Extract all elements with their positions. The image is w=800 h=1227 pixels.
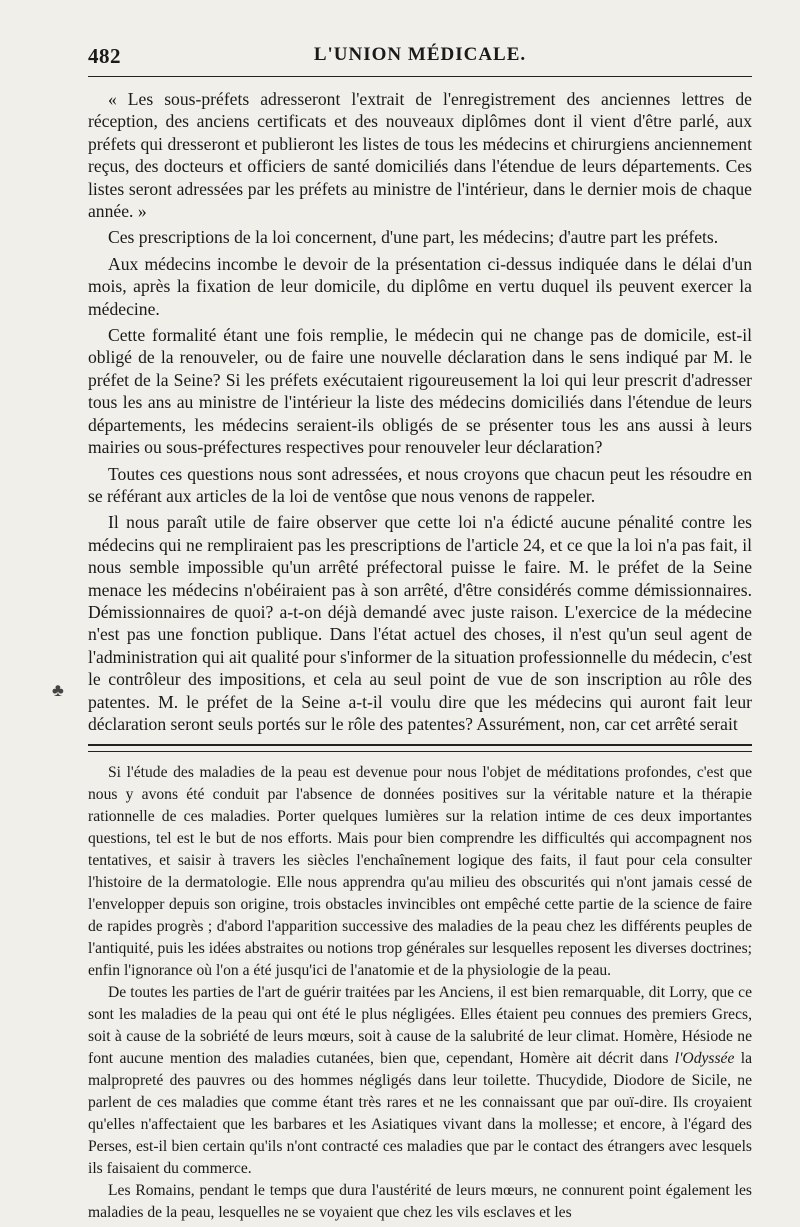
- page-header: [88, 42, 752, 70]
- feuilleton-column: [88, 762, 752, 1224]
- work-title: l'Odyssée: [674, 1050, 735, 1067]
- body-paragraph: Il nous paraît utile de faire observer que cette loi n'a édicté aucune pénalité contre les médecins qui ne rempliraient pas les prescriptions de l'article 24, et ce que la loi n'a pas fait, il nous semble impossible qu'un arrêté préfectoral puisse le faire. M. le préfet de la Seine menace les médecins n'obéiraient pas à son arrêté, d'être considérés comme démissionnaires. Démissionnaires de quoi? a-t-on déjà demandé avec juste raison. L'exercice de la médecine n'est pas une fonction publique. Dans l'état actuel des choses, il n'est qu'un seul agent de l'administration qui ait qualité pour s'informer de la situation professionnelle du médecin, c'est le contrôleur des impositions, et cela au seul point de vue de son inscription au rôle des patentes. M. le préfet de la Seine a-t-il voulu dire que les médecins qui auront fait leur déclaration seront seuls portés sur le rôle des patentes? Assurément, non, car cet arrêté serait: [88, 512, 752, 734]
- page-number: 482: [88, 44, 121, 68]
- body-paragraph: Aux médecins incombe le devoir de la présentation ci-dessus indiquée dans le délai d'un mois, après la fixation de leur domicile, du diplôme en vertu duquel ils peuvent exercer la médecine.: [88, 253, 752, 319]
- running-title: L'UNION MÉDICALE.: [313, 44, 527, 65]
- header-rule: [88, 76, 752, 77]
- body-paragraph: Ces prescriptions de la loi concernent, d'une part, les médecins; d'autre part les préfets.: [108, 227, 719, 248]
- feuilleton-paragraph: Les Romains, pendant le temps que dura l'austérité de leurs mœurs, ne connurent point également les maladies de la peau, lesquelles ne se voyaient que chez les vils esclaves et les: [88, 1182, 752, 1221]
- margin-ornament: ♣: [52, 680, 64, 700]
- feuilleton-separator-rule: [88, 744, 752, 752]
- quoted-decree-paragraph: « Les sous-préfets adresseront l'extrait de l'enregistrement des anciennes lettres de réception, des anciens certificats et des nouveaux diplômes dont il vient d'être parlé, aux préfets qui dresseront et publieront les listes de tous les médecins et chirurgiens anciennement reçus, des docteurs et officiers de santé domiciliés dans l'étendue de leurs départements. Ces listes seront adressées par les préfets au ministre de l'intérieur, dans le dernier mois de chaque année. »: [88, 89, 752, 222]
- body-paragraph: Toutes ces questions nous sont adressées, et nous croyons que chacun peut les résoudre en se référant aux articles de la loi de ventôse que nous venons de rappeler.: [88, 463, 752, 506]
- feuilleton-text: la malpropreté des pauvres ou des hommes négligés dans leur toilette. Thucydide, Diodore de Sicile, ne parlent de ces maladies que comme étant très rares et ne les connaissant que par ouï-dire. Ils croyaient qu'elles n'affectaient que les barbares et les Asiatiques vivant dans la mollesse; et encore, à l'égard des Perses, est-il bien certain qu'ils n'ont contracté ces maladies que par le contact des étrangers avec lesquels ils faisaient du commerce.: [88, 1050, 752, 1177]
- feuilleton-paragraph: [88, 982, 752, 1180]
- feuilleton-text: De toutes les parties de l'art de guérir traitées par les Anciens, il est bien remarquable, dit Lorry, que ce sont les maladies de la peau qui ont été le plus négligées. Elles étaient peu connues des premiers Grecs, soit à cause de la sobriété de leurs mœurs, soit à cause de la salubrité de leur climat. Homère, Hésiode ne font aucune mention des maladies cutanées, bien que, cependant, Homère ait décrit dans: [88, 984, 752, 1067]
- feuilleton-paragraph: Si l'étude des maladies de la peau est devenue pour nous l'objet de méditations profondes, c'est que nous y avons été conduit par l'absence de données positives sur la véritable nature et la thérapie rationnelle de ces maladies. Porter quelques lumières sur la relation intime de ces deux importantes questions, tel est le but de nos efforts. Mais pour bien comprendre les difficultés qui accompagnent nos tentatives, et saisir à travers les siècles l'enchaînement logique des faits, il faut pour cela consulter l'histoire de la dermatologie. Elle nous apprendra qu'au milieu des obscurités qui n'ont jamais cessé de l'envelopper depuis son origine, trois obstacles invincibles ont empêché cette partie de la science de faire de rapides progrès ; d'abord l'apparition successive des maladies de la peau chez les différents peuples de l'antiquité, puis les idées abstraites ou notions trop générales sur lesquelles reposent les diverses doctrines; enfin l'ignorance où l'on a été jusqu'ici de l'anatomie et de la physiologie de la peau.: [88, 764, 752, 979]
- main-text-column: [88, 88, 752, 735]
- body-paragraph: Cette formalité étant une fois remplie, le médecin qui ne change pas de domicile, est-il obligé de la renouveler, ou de faire une nouvelle déclaration dans le sens indiqué par M. le préfet de la Seine? Si les préfets exécutaient rigoureusement la loi qui leur prescrit d'adresser tous les ans au ministre de l'intérieur la liste des médecins domiciliés dans l'étendue de leurs départements, les médecins seraient-ils obligés de se présenter tous les ans aussi à leurs mairies ou sous-préfectures respectives pour renouveler leur déclaration?: [88, 325, 752, 458]
